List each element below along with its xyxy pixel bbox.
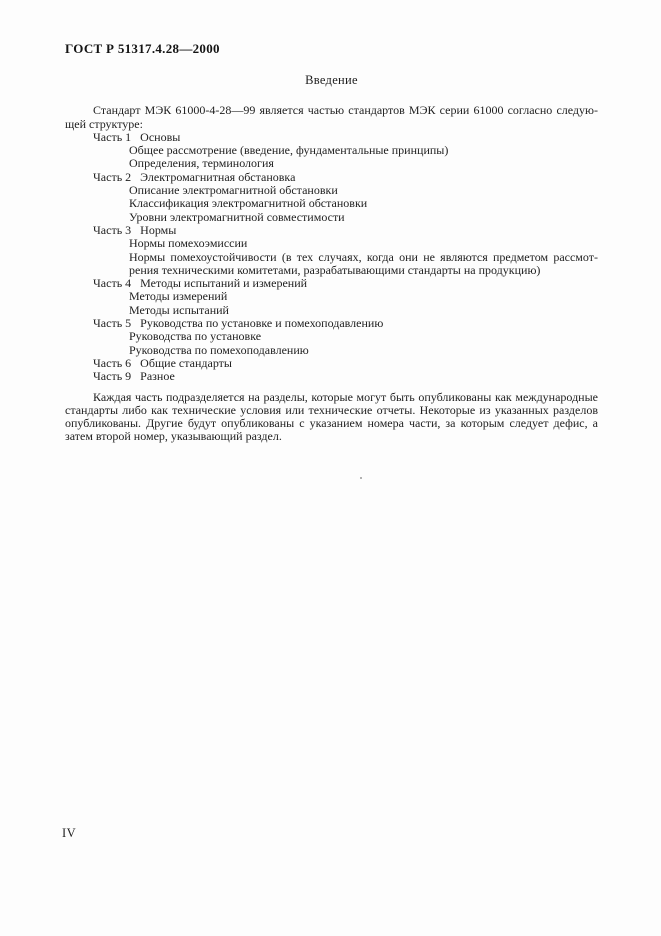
structure-part-number: Часть 2	[93, 169, 132, 184]
structure-subitem: Нормы помехоэмиссии	[129, 236, 248, 251]
structure-part-number: Часть 4	[93, 276, 132, 291]
structure-part-title: Руководства по установке и помехоподавлению	[140, 316, 384, 331]
structure-subitem: Классификация электромагнитной обстановки	[129, 196, 368, 211]
document-number-header: ГОСТ Р 51317.4.28—2000	[65, 41, 220, 56]
structure-part-title: Методы испытаний и измерений	[140, 276, 308, 291]
structure-part-number: Часть 9	[93, 369, 132, 384]
scan-artifact-speck	[360, 477, 362, 479]
structure-part	[93, 357, 598, 370]
structure-part-number: Часть 3	[93, 222, 132, 237]
structure-part	[93, 370, 598, 383]
structure-subitem: Руководства по установке	[129, 329, 262, 344]
structure-subitem: Руководства по помехоподавлению	[129, 342, 309, 357]
structure-part-number: Часть 5	[93, 316, 132, 331]
intro-paragraph: Стандарт МЭК 61000-4-28—99 является частью стандартов МЭК серии 61000 согласно следующей структуре:	[65, 103, 598, 131]
structure-part-title: Разное	[140, 369, 175, 384]
structure-part	[93, 131, 598, 144]
structure-part-title: Нормы	[140, 222, 177, 237]
structure-subitem: Методы измерений	[129, 289, 228, 304]
structure-part	[93, 224, 598, 237]
structure-subitem: Определения, терминология	[129, 156, 274, 171]
structure-subitem: Нормы помехоустойчивости (в тех случаях, когда они не являются предметом рассмотрения техническими комитетами, разрабатывающими стандарты на продукцию)	[129, 249, 598, 277]
structure-part-title: Электромагнитная обстановка	[140, 169, 296, 184]
closing-paragraph: Каждая часть подразделяется на разделы, которые могут быть опубликованы как международные стандарты либо как технические условия или технические отчеты. Некоторые из указанных разделов опубликованы. Другие будут опубликованы с указанием номера части, за которым следует дефис, а затем второй номер, указывающий раздел.	[65, 389, 598, 444]
structure-part	[93, 317, 598, 330]
structure-subitem: Уровни электромагнитной совместимости	[129, 209, 345, 224]
structure-part-number: Часть 6	[93, 355, 132, 370]
section-title: Введение	[305, 73, 358, 87]
structure-part	[93, 171, 598, 184]
page-number: IV	[62, 826, 77, 840]
structure-part-number: Часть 1	[93, 129, 132, 144]
structure-list	[65, 131, 598, 384]
structure-subitem: Общее рассмотрение (введение, фундаментальные принципы)	[129, 143, 449, 158]
structure-part-title: Основы	[140, 129, 181, 144]
structure-subitem: Методы испытаний	[129, 302, 229, 317]
structure-part-title: Общие стандарты	[140, 355, 232, 370]
structure-subitem: Описание электромагнитной обстановки	[129, 183, 338, 198]
page-content	[65, 74, 598, 444]
structure-part	[93, 277, 598, 290]
